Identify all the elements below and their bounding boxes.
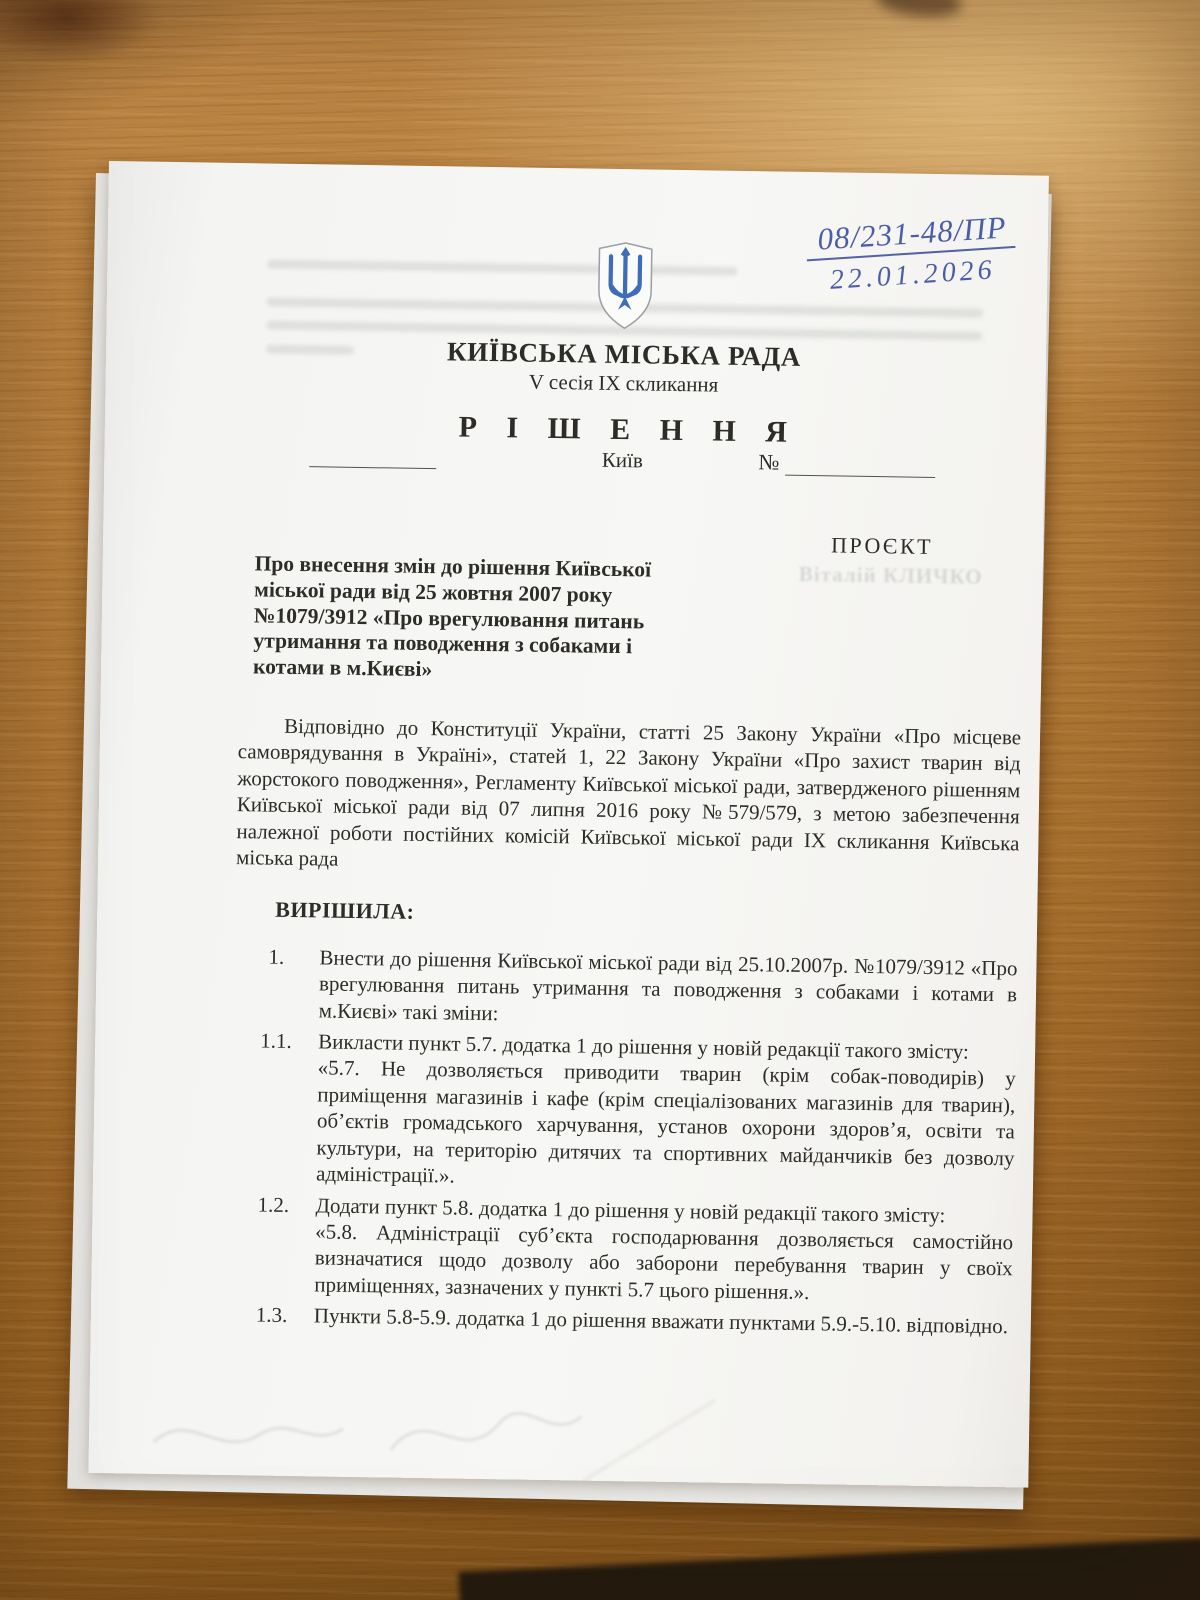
- number-sign-label: №: [758, 449, 780, 475]
- item-number: 1.2.: [257, 1191, 290, 1217]
- session-line: V сесія IX скликання: [528, 369, 719, 397]
- item-number: 1.: [268, 944, 285, 969]
- list-item: [231, 1027, 1016, 1198]
- item-text: Пункти 5.8-5.9. додатка 1 до рішення вважати пунктами 5.9.-5.10. відповідно.: [313, 1303, 1009, 1339]
- document-page: [88, 161, 1048, 1488]
- resolved-heading: ВИРІШИЛА:: [275, 897, 415, 925]
- document-title: Про внесення змін до рішення Київської міської ради від 25 жовтня 2007 року №1079/3912 «Про врегулювання питань утримання та поводження з собаками і котами в м.Києві»: [252, 551, 652, 682]
- item-number: 1.1.: [260, 1028, 292, 1054]
- handwritten-registration-number: 08/231-48/ПР: [804, 209, 1015, 261]
- document-body: [229, 712, 1022, 1345]
- item-text: Внести до рішення Київської міської ради від 25.10.2007р. №1079/3912 «Про врегулювання питань утримання та поводження з собаками і котами в м.Києві» такі зміни:: [318, 945, 1018, 1025]
- tryzub-coat-of-arms-icon: [593, 239, 656, 333]
- number-blank-line: [785, 475, 935, 478]
- desk-corner-shadow: [0, 0, 162, 65]
- date-blank-line: [309, 466, 436, 469]
- list-item: [229, 1301, 1012, 1340]
- bleedthrough-signature: [128, 1373, 750, 1508]
- desk-mark: [875, 0, 964, 20]
- item-quote: «5.7. Не дозволяється приводити тварин (крім собак-поводирів) у приміщення магазинів і кафе (крім спеціалізованих магазинів для тварин), об’єктів громадського харчування, установ охорони здоров’я, освіти та культури, на територію дитячих та спортивних майданчиків без дозволу адміністрації.».: [315, 1055, 1016, 1188]
- item-number: 1.3.: [255, 1302, 288, 1328]
- item-text: Викласти пункт 5.7. додатка 1 до рішення у новій редакції такого змісту:: [318, 1029, 969, 1064]
- document-header: [153, 162, 1097, 455]
- organization-name: КИЇВСЬКА МІСЬКА РАДА: [446, 336, 802, 372]
- list-item: [233, 943, 1017, 1035]
- document-type-heading: Р І Ш Е Н Н Я: [458, 410, 799, 449]
- place-name: Київ: [601, 447, 644, 473]
- project-label: ПРОЄКТ: [830, 532, 934, 559]
- preamble-paragraph: Відповідно до Конституції України, статті 25 Закону України «Про місцеве самоврядування в Україні», статей 1, 22 Закону України «Про захист тварин від жорстокого поводження», Регламенту Київської міської ради, затвердженого рішенням Київської міської ради від 07 липня 2016 року №579/579, з метою забезпечення належної роботи постійних комісій Київської міської ради IX скликання Київська міська рада: [235, 713, 1022, 871]
- item-quote: «5.8. Адміністрації суб’єкта господарювання дозволяється самостійно визначатися щодо дозволу або заборони перебування тварин у своїх приміщеннях, зазначених у пункті 5.7 цього рішення.».: [314, 1219, 1014, 1304]
- desk-edge-shadow: [458, 1536, 1200, 1600]
- item-text: Додати пункт 5.8. додатка 1 до рішення у новій редакції такого змісту:: [315, 1192, 946, 1227]
- list-item: [229, 1191, 1014, 1309]
- handwritten-date: 22.01.2026: [828, 254, 997, 296]
- bleedthrough-signatory-name: Віталій КЛИЧКО: [798, 561, 983, 589]
